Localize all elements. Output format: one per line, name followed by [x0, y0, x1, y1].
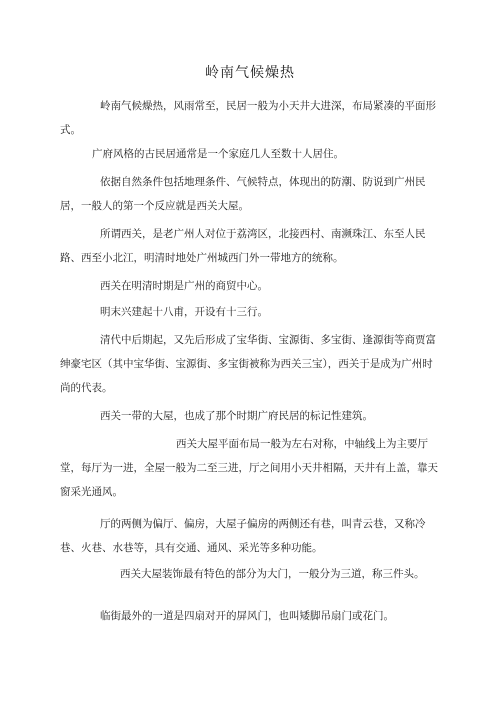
paragraph-5: 西关在明清时期是广州的商贸中心。 — [100, 280, 268, 292]
paragraph-10: 厅的两侧为偏厅、偏房，大屋子偏房的两侧还有巷，叫青云巷，又称冷巷、火巷、水巷等，具有交通、通风、采光等多种功能。 — [60, 518, 426, 554]
paragraph-12: 临街最外的一道是四扇对开的屏风门，也叫矮脚吊扇门或花门。 — [100, 610, 394, 622]
paragraph-8: 西关一带的大屋，也成了那个时期广府民居的标记性建筑。 — [100, 410, 373, 422]
paragraph-2: 广府风格的古民居通常是一个家庭几人至数十人居住。 — [92, 148, 344, 160]
paragraph-11: 西关大屋装饰最有特色的部分为大门，一般分为三道，称三件头。 — [120, 568, 425, 580]
paragraph-7: 清代中后期起，又先后形成了宝华街、宝源街、多宝街、逢源街等商贾富绅豪宅区（其中宝华街、宝源街、多宝街被称为西关三宝），西关于是成为广州时尚的代表。 — [60, 334, 436, 394]
paragraph-9: 西关大屋平面布局一般为左右对称，中轴线上为主要厅堂，每厅为一进，全屋一般为二至三进，厅之间用小天井相隔，天井有上盖，靠天窗采光通风。 — [60, 438, 438, 498]
paragraph-1: 岭南气候燥热，风雨常至，民居一般为小天井大进深，布局紧凑的平面形式。 — [60, 100, 436, 136]
paragraph-3: 依据自然条件包括地理条件、气候特点，体现出的防潮、防说到广州民居，一般人的第一个反应就是西关大屋。 — [60, 176, 426, 212]
paragraph-6: 明末兴建起十八甫，开设有十三行。 — [100, 306, 268, 318]
paragraph-4: 所谓西关，是老广州人对位于荔湾区，北接西村、南濒珠江、东至人民路、西至小北江，明清时地处广州城西门外一带地方的统称。 — [60, 228, 426, 264]
document-title: 岭南气候燥热 — [205, 65, 295, 81]
